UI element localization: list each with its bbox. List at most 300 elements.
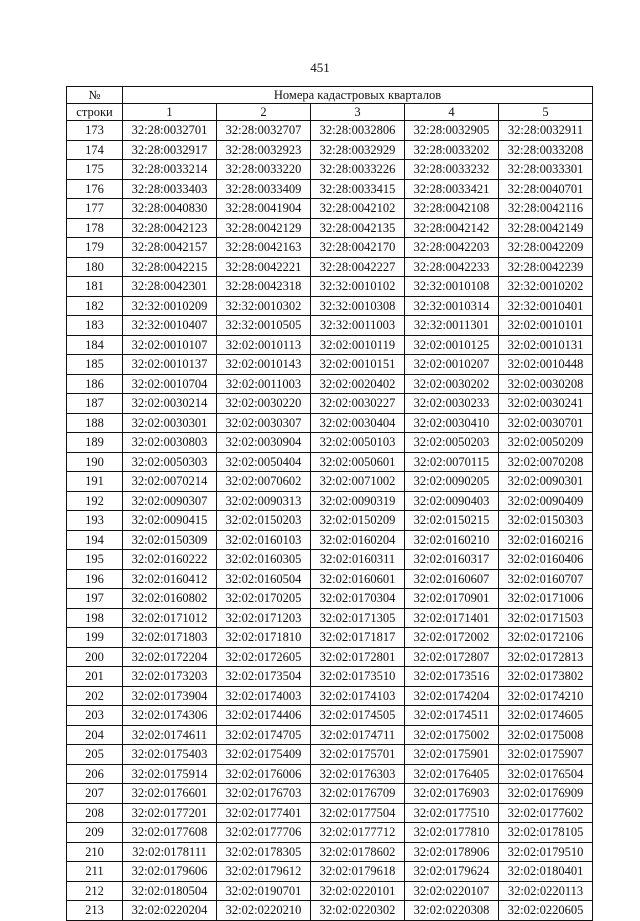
cadastral-number-cell: 32:02:0220210	[217, 901, 311, 921]
row-number-cell: 194	[67, 530, 123, 550]
cadastral-number-cell: 32:02:0177712	[311, 823, 405, 843]
cadastral-number-cell: 32:02:0173904	[123, 686, 217, 706]
cadastral-number-cell: 32:28:0032929	[311, 140, 405, 160]
cadastral-number-cell: 32:02:0176405	[405, 764, 499, 784]
row-number-cell: 178	[67, 218, 123, 238]
cadastral-number-cell: 32:02:0010125	[405, 335, 499, 355]
cadastral-number-cell: 32:02:0160210	[405, 530, 499, 550]
cadastral-number-cell: 32:02:0176504	[499, 764, 593, 784]
cadastral-number-cell: 32:02:0178111	[123, 842, 217, 862]
cadastral-number-cell: 32:32:0010209	[123, 296, 217, 316]
row-number-cell: 187	[67, 394, 123, 414]
cadastral-number-cell: 32:02:0030227	[311, 394, 405, 414]
cadastral-number-cell: 32:28:0040701	[499, 179, 593, 199]
row-number-cell: 213	[67, 901, 123, 921]
cadastral-number-cell: 32:02:0178906	[405, 842, 499, 862]
cadastral-number-cell: 32:02:0220308	[405, 901, 499, 921]
cadastral-number-cell: 32:02:0010151	[311, 355, 405, 375]
cadastral-number-cell: 32:02:0010137	[123, 355, 217, 375]
row-number-cell: 186	[67, 374, 123, 394]
cadastral-number-cell: 32:32:0011301	[405, 316, 499, 336]
cadastral-number-cell: 32:02:0010113	[217, 335, 311, 355]
cadastral-number-cell: 32:02:0020402	[311, 374, 405, 394]
cadastral-number-cell: 32:02:0090205	[405, 472, 499, 492]
table-row	[67, 569, 593, 589]
cadastral-number-cell: 32:02:0171203	[217, 608, 311, 628]
cadastral-number-cell: 32:02:0090403	[405, 491, 499, 511]
table-row	[67, 413, 593, 433]
cadastral-number-cell: 32:28:0033409	[217, 179, 311, 199]
table-row	[67, 686, 593, 706]
table-row	[67, 706, 593, 726]
table-row	[67, 140, 593, 160]
table-header	[67, 87, 593, 121]
cadastral-number-cell: 32:02:0177504	[311, 803, 405, 823]
cadastral-number-cell: 32:28:0032923	[217, 140, 311, 160]
cadastral-number-cell: 32:32:0010401	[499, 296, 593, 316]
row-number-cell: 183	[67, 316, 123, 336]
cadastral-number-cell: 32:02:0177510	[405, 803, 499, 823]
cadastral-number-cell: 32:32:0010202	[499, 277, 593, 297]
cadastral-number-cell: 32:02:0171503	[499, 608, 593, 628]
cadastral-number-cell: 32:02:0170205	[217, 589, 311, 609]
cadastral-number-cell: 32:02:0010101	[499, 316, 593, 336]
table-row	[67, 277, 593, 297]
cadastral-number-cell: 32:02:0030301	[123, 413, 217, 433]
cadastral-number-cell: 32:02:0030701	[499, 413, 593, 433]
table-row	[67, 667, 593, 687]
cadastral-number-cell: 32:02:0179618	[311, 862, 405, 882]
header-row-bottom	[67, 104, 593, 121]
cadastral-number-cell: 32:02:0177201	[123, 803, 217, 823]
cadastral-number-cell: 32:02:0160707	[499, 569, 593, 589]
cadastral-number-cell: 32:02:0171305	[311, 608, 405, 628]
table-row	[67, 472, 593, 492]
column-header: 3	[311, 104, 405, 121]
cadastral-number-cell: 32:02:0010704	[123, 374, 217, 394]
cadastral-number-cell: 32:02:0090307	[123, 491, 217, 511]
column-header: 4	[405, 104, 499, 121]
row-number-cell: 193	[67, 511, 123, 531]
cadastral-number-cell: 32:02:0220107	[405, 881, 499, 901]
cadastral-number-cell: 32:02:0150215	[405, 511, 499, 531]
cadastral-number-cell: 32:02:0220605	[499, 901, 593, 921]
table-row	[67, 862, 593, 882]
row-number-cell: 177	[67, 199, 123, 219]
table-row	[67, 199, 593, 219]
cadastral-number-cell: 32:28:0033403	[123, 179, 217, 199]
cadastral-number-cell: 32:32:0010308	[311, 296, 405, 316]
cadastral-number-cell: 32:02:0030220	[217, 394, 311, 414]
row-number-cell: 208	[67, 803, 123, 823]
cadastral-number-cell: 32:02:0090409	[499, 491, 593, 511]
cadastral-number-cell: 32:02:0030202	[405, 374, 499, 394]
cadastral-number-cell: 32:02:0010119	[311, 335, 405, 355]
cadastral-number-cell: 32:32:0010407	[123, 316, 217, 336]
cadastral-number-cell: 32:28:0042142	[405, 218, 499, 238]
cadastral-number-cell: 32:02:0070214	[123, 472, 217, 492]
row-number-cell: 195	[67, 550, 123, 570]
cadastral-number-cell: 32:02:0160406	[499, 550, 593, 570]
cadastral-number-cell: 32:28:0042129	[217, 218, 311, 238]
cadastral-number-cell: 32:02:0177810	[405, 823, 499, 843]
row-number-cell: 176	[67, 179, 123, 199]
cadastral-number-cell: 32:02:0160216	[499, 530, 593, 550]
cadastral-number-cell: 32:32:0010102	[311, 277, 405, 297]
table-row	[67, 803, 593, 823]
cadastral-number-cell: 32:28:0033208	[499, 140, 593, 160]
cadastral-number-cell: 32:02:0010131	[499, 335, 593, 355]
cadastral-number-cell: 32:28:0032806	[311, 121, 405, 141]
cadastral-number-cell: 32:02:0174210	[499, 686, 593, 706]
table-row	[67, 608, 593, 628]
cadastral-number-cell: 32:02:0175008	[499, 725, 593, 745]
cadastral-number-cell: 32:28:0042215	[123, 257, 217, 277]
cadastral-number-cell: 32:02:0171006	[499, 589, 593, 609]
cadastral-number-cell: 32:02:0178305	[217, 842, 311, 862]
cadastral-number-cell: 32:02:0160305	[217, 550, 311, 570]
page-number: 451	[310, 60, 330, 75]
cadastral-number-cell: 32:02:0160504	[217, 569, 311, 589]
table-row	[67, 491, 593, 511]
cadastral-number-cell: 32:02:0177608	[123, 823, 217, 843]
row-number-cell: 181	[67, 277, 123, 297]
cadastral-number-cell: 32:02:0030410	[405, 413, 499, 433]
cadastral-number-cell: 32:02:0179510	[499, 842, 593, 862]
cadastral-number-cell: 32:02:0050404	[217, 452, 311, 472]
cadastral-number-cell: 32:02:0030904	[217, 433, 311, 453]
cadastral-number-cell: 32:28:0042102	[311, 199, 405, 219]
table-row	[67, 647, 593, 667]
cadastral-number-cell: 32:28:0042227	[311, 257, 405, 277]
cadastral-number-cell: 32:02:0179606	[123, 862, 217, 882]
table-row	[67, 784, 593, 804]
cadastral-number-cell: 32:28:0042233	[405, 257, 499, 277]
cadastral-number-cell: 32:02:0175901	[405, 745, 499, 765]
table-row	[67, 550, 593, 570]
cadastral-number-cell: 32:02:0010107	[123, 335, 217, 355]
table-row	[67, 823, 593, 843]
cadastral-number-cell: 32:02:0220113	[499, 881, 593, 901]
cadastral-number-cell: 32:02:0150309	[123, 530, 217, 550]
cadastral-number-cell: 32:02:0090415	[123, 511, 217, 531]
row-number-cell: 189	[67, 433, 123, 453]
table-row	[67, 238, 593, 258]
table-row	[67, 121, 593, 141]
cadastral-number-cell: 32:28:0042170	[311, 238, 405, 258]
cadastral-number-cell: 32:02:0220302	[311, 901, 405, 921]
cadastral-number-cell: 32:28:0032917	[123, 140, 217, 160]
cadastral-quarters-table	[66, 86, 593, 921]
row-number-cell: 206	[67, 764, 123, 784]
cadastral-number-cell: 32:02:0160412	[123, 569, 217, 589]
cadastral-number-cell: 32:02:0030803	[123, 433, 217, 453]
cadastral-number-cell: 32:02:0090313	[217, 491, 311, 511]
cadastral-number-cell: 32:28:0032701	[123, 121, 217, 141]
cadastral-number-cell: 32:02:0173516	[405, 667, 499, 687]
row-number-cell: 202	[67, 686, 123, 706]
cadastral-number-cell: 32:02:0172106	[499, 628, 593, 648]
row-number-header-top: №	[67, 87, 123, 104]
cadastral-number-cell: 32:02:0177706	[217, 823, 311, 843]
cadastral-number-cell: 32:02:0174003	[217, 686, 311, 706]
cadastral-number-cell: 32:02:0050103	[311, 433, 405, 453]
table-row	[67, 725, 593, 745]
cadastral-number-cell: 32:02:0160607	[405, 569, 499, 589]
row-number-cell: 211	[67, 862, 123, 882]
row-number-cell: 201	[67, 667, 123, 687]
cadastral-number-cell: 32:28:0042123	[123, 218, 217, 238]
table-row	[67, 218, 593, 238]
cadastral-number-cell: 32:02:0172204	[123, 647, 217, 667]
cadastral-number-cell: 32:02:0175403	[123, 745, 217, 765]
cadastral-number-cell: 32:02:0176006	[217, 764, 311, 784]
cadastral-number-cell: 32:02:0171012	[123, 608, 217, 628]
cadastral-number-cell: 32:28:0042301	[123, 277, 217, 297]
cadastral-number-cell: 32:28:0042239	[499, 257, 593, 277]
group-title-header: Номера кадастровых кварталов	[123, 87, 593, 104]
row-number-cell: 184	[67, 335, 123, 355]
cadastral-number-cell: 32:02:0160222	[123, 550, 217, 570]
cadastral-number-cell: 32:28:0033301	[499, 160, 593, 180]
cadastral-number-cell: 32:02:0174511	[405, 706, 499, 726]
cadastral-number-cell: 32:02:0150209	[311, 511, 405, 531]
cadastral-number-cell: 32:02:0030214	[123, 394, 217, 414]
cadastral-number-cell: 32:02:0173510	[311, 667, 405, 687]
cadastral-number-cell: 32:02:0173802	[499, 667, 593, 687]
cadastral-number-cell: 32:02:0175907	[499, 745, 593, 765]
table-row	[67, 901, 593, 921]
cadastral-number-cell: 32:02:0030404	[311, 413, 405, 433]
cadastral-number-cell: 32:28:0041904	[217, 199, 311, 219]
cadastral-number-cell: 32:28:0042209	[499, 238, 593, 258]
cadastral-number-cell: 32:02:0160802	[123, 589, 217, 609]
row-number-cell: 185	[67, 355, 123, 375]
cadastral-number-cell: 32:28:0032905	[405, 121, 499, 141]
cadastral-number-cell: 32:02:0172002	[405, 628, 499, 648]
row-number-cell: 205	[67, 745, 123, 765]
cadastral-number-cell: 32:28:0042221	[217, 257, 311, 277]
row-number-cell: 200	[67, 647, 123, 667]
cadastral-number-cell: 32:28:0040830	[123, 199, 217, 219]
cadastral-number-cell: 32:28:0042116	[499, 199, 593, 219]
cadastral-number-cell: 32:28:0033415	[311, 179, 405, 199]
row-number-cell: 199	[67, 628, 123, 648]
cadastral-number-cell: 32:02:0172807	[405, 647, 499, 667]
table-row	[67, 433, 593, 453]
cadastral-number-cell: 32:02:0173203	[123, 667, 217, 687]
cadastral-number-cell: 32:28:0042108	[405, 199, 499, 219]
cadastral-number-cell: 32:02:0174605	[499, 706, 593, 726]
cadastral-number-cell: 32:02:0176303	[311, 764, 405, 784]
table-row	[67, 374, 593, 394]
cadastral-number-cell: 32:02:0174711	[311, 725, 405, 745]
cadastral-number-cell: 32:02:0170304	[311, 589, 405, 609]
cadastral-number-cell: 32:02:0170901	[405, 589, 499, 609]
cadastral-number-cell: 32:02:0030233	[405, 394, 499, 414]
cadastral-number-cell: 32:02:0030307	[217, 413, 311, 433]
cadastral-number-cell: 32:02:0177401	[217, 803, 311, 823]
cadastral-number-cell: 32:02:0178105	[499, 823, 593, 843]
cadastral-number-cell: 32:02:0175409	[217, 745, 311, 765]
cadastral-number-cell: 32:02:0070208	[499, 452, 593, 472]
table-row	[67, 628, 593, 648]
row-number-cell: 191	[67, 472, 123, 492]
cadastral-number-cell: 32:02:0174204	[405, 686, 499, 706]
cadastral-number-cell: 32:02:0174705	[217, 725, 311, 745]
cadastral-number-cell: 32:28:0042163	[217, 238, 311, 258]
table-row	[67, 881, 593, 901]
table-row	[67, 511, 593, 531]
cadastral-number-cell: 32:02:0010207	[405, 355, 499, 375]
cadastral-number-cell: 32:02:0172801	[311, 647, 405, 667]
table-row	[67, 394, 593, 414]
row-number-cell: 182	[67, 296, 123, 316]
cadastral-number-cell: 32:02:0070602	[217, 472, 311, 492]
cadastral-number-cell: 32:02:0030208	[499, 374, 593, 394]
cadastral-number-cell: 32:02:0175914	[123, 764, 217, 784]
row-number-cell: 212	[67, 881, 123, 901]
cadastral-number-cell: 32:02:0174306	[123, 706, 217, 726]
table-row	[67, 355, 593, 375]
cadastral-number-cell: 32:02:0160317	[405, 550, 499, 570]
table-row	[67, 335, 593, 355]
cadastral-number-cell: 32:02:0050203	[405, 433, 499, 453]
table-body	[67, 121, 593, 921]
cadastral-number-cell: 32:02:0174505	[311, 706, 405, 726]
cadastral-number-cell: 32:02:0160311	[311, 550, 405, 570]
column-header: 1	[123, 104, 217, 121]
cadastral-number-cell: 32:02:0176703	[217, 784, 311, 804]
cadastral-number-cell: 32:02:0220101	[311, 881, 405, 901]
cadastral-number-cell: 32:02:0070115	[405, 452, 499, 472]
cadastral-number-cell: 32:02:0190701	[217, 881, 311, 901]
cadastral-number-cell: 32:28:0042157	[123, 238, 217, 258]
row-number-cell: 209	[67, 823, 123, 843]
cadastral-number-cell: 32:32:0010314	[405, 296, 499, 316]
cadastral-number-cell: 32:02:0176909	[499, 784, 593, 804]
row-number-cell: 188	[67, 413, 123, 433]
row-number-header-bottom: строки	[67, 104, 123, 121]
cadastral-number-cell: 32:02:0171810	[217, 628, 311, 648]
cadastral-number-cell: 32:02:0171401	[405, 608, 499, 628]
cadastral-number-cell: 32:02:0030241	[499, 394, 593, 414]
cadastral-number-cell: 32:02:0174103	[311, 686, 405, 706]
table-row	[67, 589, 593, 609]
cadastral-number-cell: 32:28:0042135	[311, 218, 405, 238]
cadastral-number-cell: 32:02:0011003	[217, 374, 311, 394]
cadastral-number-cell: 32:28:0042203	[405, 238, 499, 258]
cadastral-number-cell: 32:28:0032707	[217, 121, 311, 141]
cadastral-number-cell: 32:28:0033220	[217, 160, 311, 180]
cadastral-number-cell: 32:28:0033214	[123, 160, 217, 180]
table-row	[67, 745, 593, 765]
cadastral-number-cell: 32:28:0033226	[311, 160, 405, 180]
row-number-cell: 174	[67, 140, 123, 160]
table-row	[67, 179, 593, 199]
cadastral-number-cell: 32:28:0033202	[405, 140, 499, 160]
cadastral-number-cell: 32:02:0176903	[405, 784, 499, 804]
cadastral-number-cell: 32:02:0050209	[499, 433, 593, 453]
column-header: 5	[499, 104, 593, 121]
cadastral-number-cell: 32:02:0090319	[311, 491, 405, 511]
cadastral-number-cell: 32:02:0175701	[311, 745, 405, 765]
cadastral-number-cell: 32:28:0042318	[217, 277, 311, 297]
cadastral-number-cell: 32:28:0032911	[499, 121, 593, 141]
row-number-cell: 190	[67, 452, 123, 472]
row-number-cell: 180	[67, 257, 123, 277]
cadastral-number-cell: 32:02:0179612	[217, 862, 311, 882]
cadastral-number-cell: 32:02:0172605	[217, 647, 311, 667]
table-row	[67, 764, 593, 784]
cadastral-number-cell: 32:02:0178602	[311, 842, 405, 862]
cadastral-number-cell: 32:02:0050303	[123, 452, 217, 472]
cadastral-number-cell: 32:02:0050601	[311, 452, 405, 472]
table-row	[67, 316, 593, 336]
cadastral-number-cell: 32:02:0010143	[217, 355, 311, 375]
cadastral-number-cell: 32:02:0150303	[499, 511, 593, 531]
cadastral-number-cell: 32:02:0010448	[499, 355, 593, 375]
cadastral-number-cell: 32:32:0010108	[405, 277, 499, 297]
cadastral-number-cell: 32:02:0150203	[217, 511, 311, 531]
cadastral-number-cell: 32:02:0071002	[311, 472, 405, 492]
row-number-cell: 175	[67, 160, 123, 180]
row-number-cell: 192	[67, 491, 123, 511]
cadastral-number-cell: 32:02:0160204	[311, 530, 405, 550]
cadastral-number-cell: 32:02:0176709	[311, 784, 405, 804]
cadastral-number-cell: 32:28:0042149	[499, 218, 593, 238]
cadastral-number-cell: 32:02:0173504	[217, 667, 311, 687]
table-row	[67, 257, 593, 277]
column-header: 2	[217, 104, 311, 121]
cadastral-number-cell: 32:02:0160601	[311, 569, 405, 589]
cadastral-number-cell: 32:02:0171803	[123, 628, 217, 648]
cadastral-number-cell: 32:02:0172813	[499, 647, 593, 667]
cadastral-number-cell: 32:02:0174406	[217, 706, 311, 726]
row-number-cell: 210	[67, 842, 123, 862]
cadastral-number-cell: 32:02:0179624	[405, 862, 499, 882]
row-number-cell: 203	[67, 706, 123, 726]
cadastral-number-cell: 32:02:0220204	[123, 901, 217, 921]
cadastral-number-cell: 32:02:0090301	[499, 472, 593, 492]
row-number-cell: 197	[67, 589, 123, 609]
cadastral-number-cell: 32:02:0180401	[499, 862, 593, 882]
cadastral-number-cell: 32:02:0180504	[123, 881, 217, 901]
cadastral-number-cell: 32:02:0177602	[499, 803, 593, 823]
row-number-cell: 196	[67, 569, 123, 589]
row-number-cell: 179	[67, 238, 123, 258]
cadastral-number-cell: 32:02:0176601	[123, 784, 217, 804]
cadastral-number-cell: 32:32:0010302	[217, 296, 311, 316]
cadastral-number-cell: 32:32:0011003	[311, 316, 405, 336]
table-row	[67, 530, 593, 550]
table-row	[67, 842, 593, 862]
header-row-top	[67, 87, 593, 104]
cadastral-number-cell: 32:02:0160103	[217, 530, 311, 550]
table-row	[67, 452, 593, 472]
table-row	[67, 296, 593, 316]
cadastral-number-cell: 32:28:0033421	[405, 179, 499, 199]
cadastral-number-cell: 32:28:0033232	[405, 160, 499, 180]
cadastral-number-cell: 32:32:0010505	[217, 316, 311, 336]
cadastral-number-cell: 32:02:0171817	[311, 628, 405, 648]
row-number-cell: 198	[67, 608, 123, 628]
cadastral-number-cell: 32:02:0174611	[123, 725, 217, 745]
cadastral-number-cell: 32:02:0175002	[405, 725, 499, 745]
row-number-cell: 204	[67, 725, 123, 745]
row-number-cell: 207	[67, 784, 123, 804]
row-number-cell: 173	[67, 121, 123, 141]
